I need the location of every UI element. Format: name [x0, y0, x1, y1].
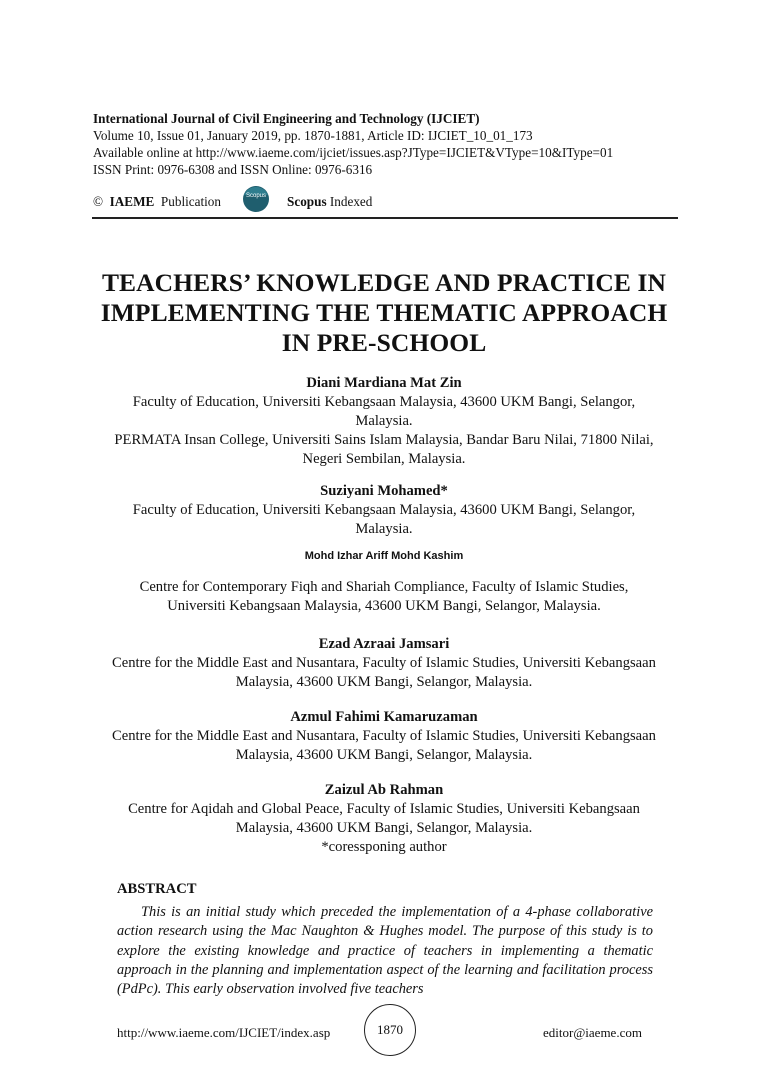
affiliation-line: PERMATA Insan College, Universiti Sains Islam Malaysia, Bandar Baru Nilai, 71800 Nilai,: [114, 432, 654, 448]
affiliation-line: Universiti Kebangsaan Malaysia, 43600 UKM Bangi, Selangor, Malaysia.: [167, 598, 601, 614]
affiliation-line: Malaysia.: [355, 413, 413, 429]
journal-title: International Journal of Civil Engineering and Technology (IJCIET): [93, 111, 480, 126]
author-block: [92, 547, 676, 616]
author-block: [92, 708, 676, 765]
header-divider: [92, 217, 678, 219]
title-line: IN PRE-SCHOOL: [281, 328, 487, 357]
affiliation-line: Centre for Contemporary Fiqh and Shariah Compliance, Faculty of Islamic Studies,: [139, 579, 629, 595]
affiliation-line: Faculty of Education, Universiti Kebangsaan Malaysia, 43600 UKM Bangi, Selangor,: [132, 502, 636, 518]
author-block: [92, 635, 676, 692]
author-name: Azmul Fahimi Kamaruzaman: [290, 709, 478, 725]
author-block: [92, 482, 676, 539]
title-line: IMPLEMENTING THE THEMATIC APPROACH: [100, 298, 668, 327]
paper-title: [80, 268, 688, 358]
affiliation-line: Malaysia, 43600 UKM Bangi, Selangor, Malaysia.: [235, 820, 533, 836]
publication-label: Publication: [160, 194, 221, 209]
affiliation-line: Malaysia, 43600 UKM Bangi, Selangor, Malaysia.: [235, 747, 533, 763]
page-number: 1870: [364, 1004, 416, 1056]
author-name: Diani Mardiana Mat Zin: [306, 375, 462, 391]
volume-line: Volume 10, Issue 01, January 2019, pp. 1870-1881, Article ID: IJCIET_10_01_173: [93, 128, 533, 143]
author-name: Suziyani Mohamed*: [320, 483, 448, 499]
copyright-notice: [93, 194, 221, 210]
scopus-logo-text: Scopus: [245, 193, 267, 199]
publisher-name: IAEME: [109, 194, 155, 209]
corresponding-author-note: *coressponing author: [321, 839, 447, 855]
affiliation-line: Centre for the Middle East and Nusantara, Faculty of Islamic Studies, Universiti Kebangsaan: [112, 655, 656, 671]
copyright-symbol: ©: [93, 194, 104, 209]
affiliation-line: Centre for Aqidah and Global Peace, Faculty of Islamic Studies, Universiti Kebangsaan: [128, 801, 640, 817]
author-block: [92, 781, 676, 857]
issn-line: ISSN Print: 0976-6308 and ISSN Online: 0976-6316: [93, 162, 373, 177]
availability-line: Available online at http://www.iaeme.com/ijciet/issues.asp?JType=IJCIET&VType=10&IType=01: [93, 145, 614, 160]
affiliation-line: Malaysia.: [355, 521, 413, 537]
abstract-text: This is an initial study which preceded the implementation of a 4-phase collaborative action research using the Mac Naughton & Hughes model. The purpose of this study is to explore the existing knowledge and practice of teachers in implementing a thematic approach in the planning and implementation aspect of the learning and facilitation process (PdPc). This early observation involved five teachers: [117, 904, 653, 998]
indexed-label: Indexed: [329, 194, 373, 209]
author-name: Mohd Izhar Ariff Mohd Kashim: [304, 550, 464, 562]
author-block: [92, 374, 676, 469]
author-name: Zaizul Ab Rahman: [324, 782, 444, 798]
journal-header: [93, 110, 613, 178]
footer-url[interactable]: http://www.iaeme.com/IJCIET/index.asp: [117, 1025, 331, 1040]
affiliation-line: Negeri Sembilan, Malaysia.: [302, 451, 466, 467]
abstract-heading: ABSTRACT: [117, 881, 197, 897]
affiliation-line: Centre for the Middle East and Nusantara, Faculty of Islamic Studies, Universiti Kebangsaan: [112, 728, 656, 744]
title-line: TEACHERS’ KNOWLEDGE AND PRACTICE IN: [101, 268, 667, 297]
affiliation-line: Malaysia, 43600 UKM Bangi, Selangor, Malaysia.: [235, 674, 533, 690]
scopus-label: Scopus: [287, 194, 327, 209]
affiliation-line: Faculty of Education, Universiti Kebangsaan Malaysia, 43600 UKM Bangi, Selangor,: [132, 394, 636, 410]
index-notice: [287, 194, 372, 210]
author-name: Ezad Azraai Jamsari: [318, 636, 450, 652]
footer-email[interactable]: editor@iaeme.com: [543, 1025, 642, 1040]
scopus-logo-icon: [240, 186, 272, 212]
